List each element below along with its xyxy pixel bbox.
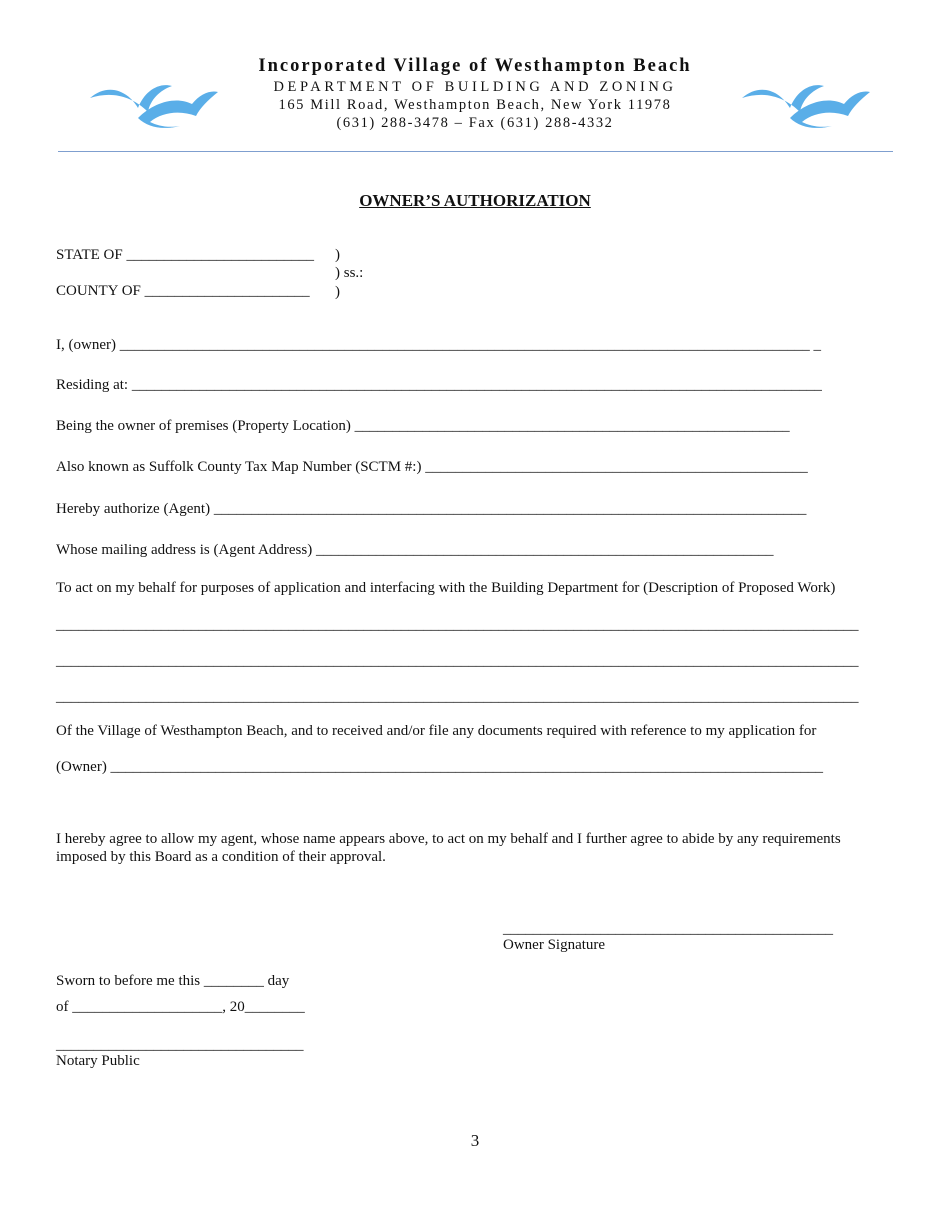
description-line-3[interactable]: ___________________________________________________________________________________________________________	[56, 689, 859, 705]
owner-name-field[interactable]: I, (owner) ____________________________________________________________________________________________ _	[56, 337, 821, 353]
agent-field[interactable]: Hereby authorize (Agent) _______________________________________________________________________________	[56, 501, 807, 517]
owner-second-field[interactable]: (Owner) _______________________________________________________________________________________________	[56, 759, 824, 775]
header-divider	[58, 151, 893, 152]
state-of-field[interactable]: STATE OF _________________________	[56, 247, 314, 263]
description-line-2[interactable]: ___________________________________________________________________________________________________________	[56, 653, 859, 669]
notary-public-label: Notary Public	[56, 1053, 140, 1069]
notary-signature-line[interactable]: _________________________________	[56, 1037, 304, 1053]
agreement-paragraph: I hereby agree to allow my agent, whose name appears above, to act on my behalf and I further agree to abide by any requirements imposed by this Board as a condition of their approval.	[56, 831, 841, 865]
sworn-date-field[interactable]: Sworn to before me this ________ day	[56, 973, 290, 989]
venue-paren-top: )	[335, 247, 340, 263]
department-phone: (631) 288-3478 – Fax (631) 288-4332	[336, 115, 614, 131]
description-line-1[interactable]: ___________________________________________________________________________________________________________	[56, 617, 859, 633]
sworn-month-year-field[interactable]: of ____________________, 20________	[56, 999, 305, 1015]
owner-signature-label: Owner Signature	[503, 937, 606, 953]
owner-signature-line[interactable]: ____________________________________________	[503, 921, 833, 937]
sctm-field[interactable]: Also known as Suffolk County Tax Map Number (SCTM #:) ___________________________________________________	[56, 459, 808, 475]
county-of-field[interactable]: COUNTY OF ______________________	[56, 283, 310, 299]
purpose-label: To act on my behalf for purposes of application and interfacing with the Building Department for (Description of Proposed Work)	[56, 580, 836, 596]
department-name: DEPARTMENT OF BUILDING AND ZONING	[273, 79, 677, 95]
agent-address-field[interactable]: Whose mailing address is (Agent Address) _____________________________________________________________	[56, 542, 774, 558]
page-title: OWNER’S AUTHORIZATION	[359, 191, 591, 210]
venue-ss: ) ss.:	[335, 265, 364, 281]
property-location-field[interactable]: Being the owner of premises (Property Location) __________________________________________________________	[56, 418, 790, 434]
village-name: Incorporated Village of Westhampton Beach	[258, 56, 692, 76]
department-address: 165 Mill Road, Westhampton Beach, New York 11978	[278, 97, 672, 113]
residing-at-field[interactable]: Residing at: ____________________________________________________________________________________________	[56, 377, 822, 393]
venue-paren-bottom: )	[335, 284, 340, 300]
page-number: 3	[470, 1131, 480, 1150]
village-statement: Of the Village of Westhampton Beach, and to received and/or file any documents required with reference to my application for	[56, 723, 817, 739]
